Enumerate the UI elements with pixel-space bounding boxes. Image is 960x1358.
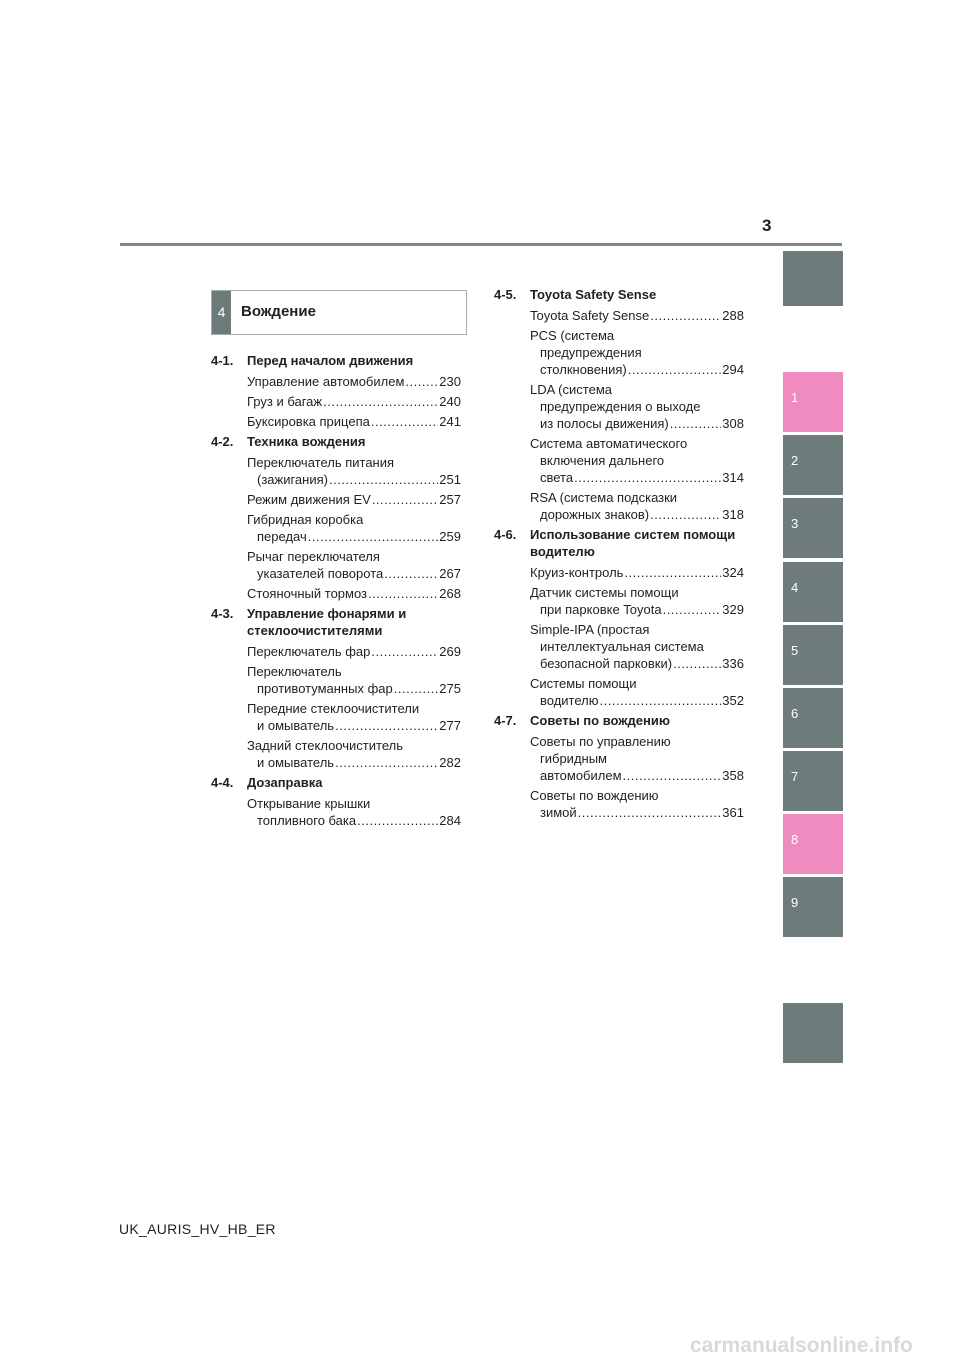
toc-entry-row <box>530 506 744 523</box>
toc-page-number: 284 <box>439 813 461 828</box>
toc-entry-text: LDA (система <box>530 382 612 397</box>
toc-page-number: 269 <box>439 644 461 659</box>
toc-entry[interactable] <box>247 548 461 582</box>
chapter-tab[interactable] <box>783 877 843 937</box>
toc-entry-row <box>247 643 461 660</box>
toc-entry[interactable] <box>247 393 461 410</box>
toc-entry-text: Переключатель фар <box>247 644 371 659</box>
toc-group-number: 4-2. <box>211 434 234 449</box>
toc-group-label: Техника вождения <box>247 434 366 449</box>
section-number: 4 <box>212 291 231 334</box>
toc-page-number: 240 <box>439 394 461 409</box>
toc-entry[interactable] <box>247 373 461 390</box>
toc-entry-text: Открывание крышки <box>247 796 371 811</box>
toc-group-number: 4-5. <box>494 287 517 302</box>
toc-entry[interactable] <box>247 700 461 734</box>
toc-group-number: 4-3. <box>211 606 234 621</box>
toc-page-number: 267 <box>439 566 461 581</box>
toc-group-title[interactable] <box>211 605 461 639</box>
toc-entry-text: противотуманных фар <box>257 681 393 696</box>
toc-entry[interactable] <box>530 564 744 581</box>
toc-entry-text: водителю <box>540 693 599 708</box>
toc-entry-text: PCS (система <box>530 328 615 343</box>
toc-group-label: Дозаправка <box>247 775 323 790</box>
toc-entry-text: Toyota Safety Sense <box>530 308 650 323</box>
toc-group-number: 4-4. <box>211 775 234 790</box>
toc-entry-text: указателей поворота <box>257 566 384 581</box>
toc-entry-row <box>530 692 744 709</box>
chapter-tab-label: 3 <box>791 516 799 531</box>
toc-entry[interactable] <box>247 585 461 602</box>
toc-entry[interactable] <box>530 787 744 821</box>
toc-group <box>211 433 461 602</box>
toc-entry[interactable] <box>530 621 744 672</box>
dot-leader <box>623 767 722 784</box>
toc-entry-text: предупреждения <box>540 345 642 360</box>
dot-leader <box>628 361 722 378</box>
toc-group-label: Советы по вождению <box>530 713 670 728</box>
toc-entry-text: Управление автомобилем <box>247 374 405 389</box>
dot-leader <box>394 680 439 697</box>
toc-entry-row <box>247 565 461 582</box>
toc-page-number: 318 <box>722 507 744 522</box>
section-header <box>211 290 467 335</box>
toc-entry[interactable] <box>247 643 461 660</box>
dot-leader <box>323 393 438 410</box>
toc-entry[interactable] <box>247 491 461 508</box>
toc-entry-row <box>247 585 461 602</box>
toc-group-title[interactable] <box>211 774 461 791</box>
toc-entry-text: Передние стеклоочистители <box>247 701 420 716</box>
dot-leader <box>578 804 722 821</box>
chapter-tab-label: 5 <box>791 643 799 658</box>
toc-entry-text: Круиз-контроль <box>530 565 624 580</box>
dot-leader <box>368 585 438 602</box>
toc-page-number: 259 <box>439 529 461 544</box>
toc-page-number: 268 <box>439 586 461 601</box>
toc-entry-row <box>530 361 744 378</box>
toc-group-number: 4-7. <box>494 713 517 728</box>
dot-leader <box>357 812 438 829</box>
toc-page-number: 241 <box>439 414 461 429</box>
toc-entry-text: при парковке Toyota <box>540 602 662 617</box>
toc-entry-row <box>247 491 461 508</box>
toc-entry[interactable] <box>247 413 461 430</box>
toc-entry[interactable] <box>530 584 744 618</box>
toc-page-number: 314 <box>722 470 744 485</box>
toc-page-number: 251 <box>439 472 461 487</box>
toc-entry-text: Груз и багаж <box>247 394 323 409</box>
toc-entry-text: RSA (система подсказки <box>530 490 678 505</box>
toc-entry-text: зимой <box>540 805 577 820</box>
toc-entry[interactable] <box>530 307 744 324</box>
toc-entry[interactable] <box>530 733 744 784</box>
toc-entry-text: безопасной парковки) <box>540 656 673 671</box>
dot-leader <box>371 643 438 660</box>
chapter-tab[interactable] <box>783 688 843 748</box>
toc-entry-text: Рычаг переключателя <box>247 549 380 564</box>
footer-code: UK_AURIS_HV_HB_ER <box>119 1221 276 1237</box>
chapter-tab[interactable] <box>783 435 843 495</box>
toc-entry-row <box>247 754 461 771</box>
toc-entry[interactable] <box>247 511 461 545</box>
toc-entry[interactable] <box>247 795 461 829</box>
toc-entry-text: Режим движения EV <box>247 492 371 507</box>
toc-entry-text: Системы помощи <box>530 676 637 691</box>
toc-entry[interactable] <box>247 663 461 697</box>
toc-entry[interactable] <box>530 381 744 432</box>
toc-page-number: 358 <box>722 768 744 783</box>
toc-entry-text: Переключатель питания <box>247 455 395 470</box>
toc-group-number: 4-1. <box>211 353 234 368</box>
toc-entry[interactable] <box>530 327 744 378</box>
toc-entry-row <box>247 528 461 545</box>
chapter-tab[interactable] <box>783 1003 843 1063</box>
toc-entry-row <box>247 717 461 734</box>
toc-group-title[interactable] <box>494 286 744 303</box>
chapter-tab-label: 8 <box>791 832 799 847</box>
toc-group-title[interactable] <box>211 352 461 369</box>
toc-group-title[interactable] <box>494 712 744 729</box>
toc-page-number: 329 <box>722 602 744 617</box>
chapter-tab-label: 7 <box>791 769 799 784</box>
toc-entry-row <box>530 767 744 784</box>
toc-entry-text: Стояночный тормоз <box>247 586 368 601</box>
toc-page-number: 230 <box>439 374 461 389</box>
toc-entry-text: столкновения) <box>540 362 627 377</box>
toc-entry-text: Переключатель <box>247 664 342 679</box>
toc-entry-text: и омыватель <box>257 755 335 770</box>
chapter-tab[interactable] <box>783 751 843 811</box>
toc-entry-text: Советы по вождению <box>530 788 659 803</box>
toc-page-number: 282 <box>439 755 461 770</box>
dot-leader <box>405 373 438 390</box>
toc-group <box>211 605 461 771</box>
toc-entry[interactable] <box>530 489 744 523</box>
chapter-tab[interactable] <box>783 251 843 306</box>
chapter-tab-label: 6 <box>791 706 799 721</box>
toc-entry-row <box>247 812 461 829</box>
dot-leader <box>372 491 438 508</box>
toc-entry[interactable] <box>247 454 461 488</box>
toc-page-number: 308 <box>722 416 744 431</box>
toc-entry[interactable] <box>530 435 744 486</box>
toc-page-number: 277 <box>439 718 461 733</box>
dot-leader <box>670 415 722 432</box>
section-title: Вождение <box>241 303 316 320</box>
toc-group-label: Toyota Safety Sense <box>530 287 657 302</box>
toc-entry-text: Буксировка прицепа <box>247 414 370 429</box>
toc-group <box>211 774 461 829</box>
toc-entry-text: передач <box>257 529 307 544</box>
toc-page-number: 294 <box>722 362 744 377</box>
toc-entry-row <box>530 804 744 821</box>
toc-entry[interactable] <box>530 675 744 709</box>
dot-leader <box>650 307 721 324</box>
dot-leader <box>673 655 721 672</box>
toc-entry-row <box>530 307 744 324</box>
chapter-tab[interactable] <box>783 814 843 874</box>
toc-entry-row <box>247 393 461 410</box>
dot-leader <box>329 471 438 488</box>
toc-column-left <box>211 352 461 832</box>
dot-leader <box>574 469 721 486</box>
toc-group <box>211 352 461 430</box>
toc-entry-text: Система автоматического <box>530 436 688 451</box>
chapter-tab-label: 9 <box>791 895 799 910</box>
toc-entry-row <box>247 413 461 430</box>
dot-leader <box>663 601 722 618</box>
chapter-tab[interactable] <box>783 625 843 685</box>
chapter-tab[interactable] <box>783 498 843 558</box>
toc-entry-text: света <box>540 470 574 485</box>
toc-entry-row <box>247 373 461 390</box>
toc-group-title[interactable] <box>494 526 744 560</box>
toc-column-right <box>494 286 744 824</box>
toc-page-number: 361 <box>722 805 744 820</box>
dot-leader <box>600 692 722 709</box>
toc-entry-text: топливного бака <box>257 813 357 828</box>
toc-page-number: 288 <box>722 308 744 323</box>
toc-entry-row <box>530 655 744 672</box>
toc-entry-row <box>530 601 744 618</box>
toc-entry-text: включения дальнего <box>540 453 665 468</box>
toc-page-number: 336 <box>722 656 744 671</box>
toc-entry-text: Гибридная коробка <box>247 512 364 527</box>
toc-entry-text: дорожных знаков) <box>540 507 650 522</box>
toc-entry-text: и омыватель <box>257 718 335 733</box>
chapter-tab[interactable] <box>783 372 843 432</box>
toc-entry-row <box>247 680 461 697</box>
toc-entry-row <box>530 469 744 486</box>
toc-group-title[interactable] <box>211 433 461 450</box>
top-rule <box>120 243 842 246</box>
toc-page-number: 275 <box>439 681 461 696</box>
chapter-tab-label: 2 <box>791 453 799 468</box>
toc-entry-text: интеллектуальная система <box>540 639 704 654</box>
toc-page-number: 257 <box>439 492 461 507</box>
dot-leader <box>650 506 721 523</box>
toc-group-label: Перед началом движения <box>247 353 414 368</box>
chapter-tab-label: 1 <box>791 390 799 405</box>
toc-entry-text: автомобилем <box>540 768 622 783</box>
toc-entry-row <box>247 471 461 488</box>
dot-leader <box>371 413 438 430</box>
dot-leader <box>335 717 438 734</box>
watermark: carmanualsonline.info <box>690 1334 913 1357</box>
toc-entry-text: Датчик системы помощи <box>530 585 679 600</box>
toc-page-number: 324 <box>722 565 744 580</box>
toc-entry-text: гибридным <box>540 751 607 766</box>
chapter-tab-label: 4 <box>791 580 799 595</box>
chapter-tab[interactable] <box>783 562 843 622</box>
toc-entry-text: Simple-IPA (простая <box>530 622 650 637</box>
toc-entry-text: Советы по управлению <box>530 734 671 749</box>
toc-group <box>494 712 744 821</box>
page-number: 3 <box>762 216 772 235</box>
toc-group <box>494 286 744 523</box>
toc-entry-row <box>530 415 744 432</box>
toc-entry[interactable] <box>247 737 461 771</box>
dot-leader <box>335 754 438 771</box>
toc-group-label: Использование систем помощи водителю <box>530 527 736 559</box>
toc-group-number: 4-6. <box>494 527 517 542</box>
toc-entry-text: (зажигания) <box>257 472 328 487</box>
dot-leader <box>308 528 439 545</box>
dot-leader <box>384 565 438 582</box>
toc-entry-text: предупреждения о выходе <box>540 399 701 414</box>
toc-group <box>494 526 744 709</box>
toc-entry-text: Задний стеклоочиститель <box>247 738 403 753</box>
toc-entry-row <box>530 564 744 581</box>
toc-group-label: Управление фонарями и стеклоочистителями <box>247 606 407 638</box>
toc-entry-text: из полосы движения) <box>540 416 669 431</box>
dot-leader <box>624 564 721 581</box>
toc-page-number: 352 <box>722 693 744 708</box>
